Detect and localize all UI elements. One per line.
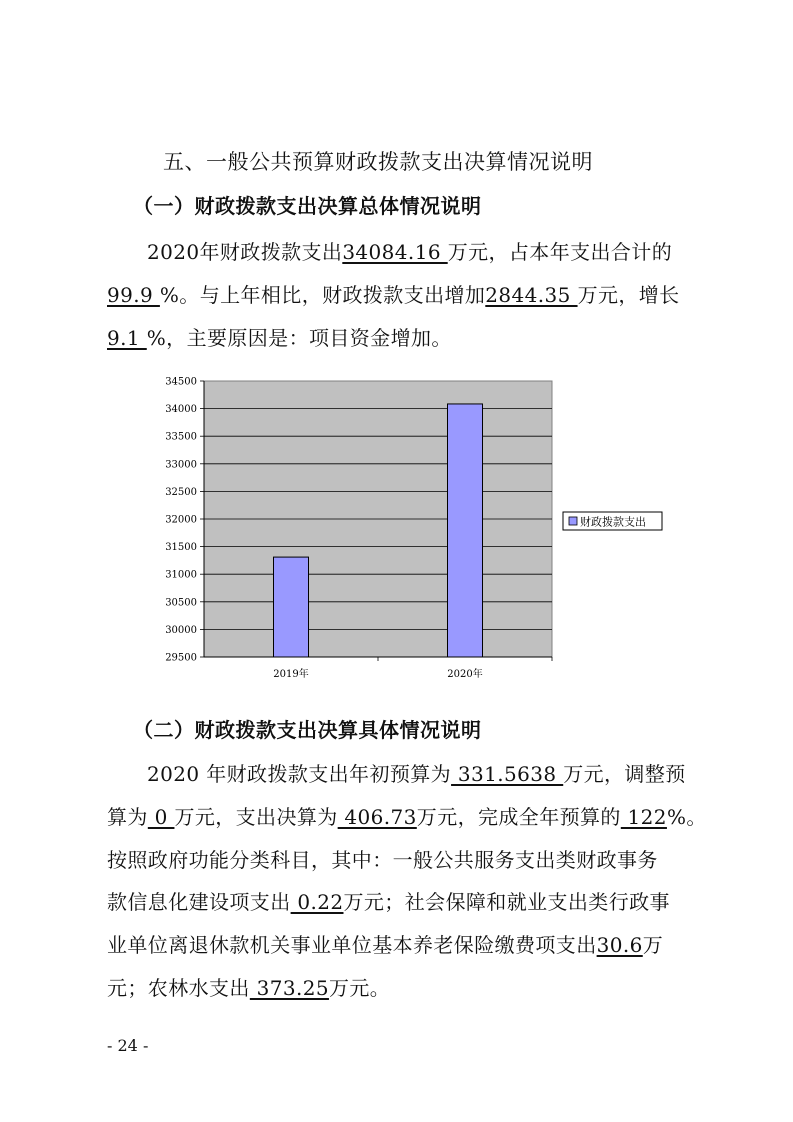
x-tick-label: 2019年 bbox=[273, 669, 309, 680]
bar-chart bbox=[160, 368, 665, 698]
value-pension: 30.6 bbox=[596, 933, 643, 957]
text: 万元，增长 bbox=[577, 283, 680, 307]
bar bbox=[448, 404, 483, 657]
y-tick-label: 32000 bbox=[165, 514, 197, 526]
page-number: - 24 - bbox=[107, 1036, 149, 1055]
para1-line3 bbox=[107, 322, 452, 351]
y-tick-label: 31000 bbox=[165, 569, 197, 581]
text: 算为 bbox=[107, 805, 148, 829]
legend-swatch bbox=[569, 517, 577, 525]
para1-line2 bbox=[107, 279, 680, 308]
value-agriculture: 373.25 bbox=[249, 976, 329, 1000]
value-increase: 2844.35 bbox=[485, 283, 578, 307]
text: 万元；社会保障和就业支出类行政事 bbox=[343, 890, 670, 914]
text: %。与上年相比，财政拨款支出增加 bbox=[159, 283, 486, 307]
text: 业单位离退休款机关事业单位基本养老保险缴费项支出 bbox=[107, 933, 597, 957]
text: 2020 年财政拨款支出年初预算为 bbox=[147, 762, 452, 786]
text: 万元，支出决算为 bbox=[174, 805, 338, 829]
para1-line1 bbox=[147, 236, 672, 265]
value-it-project: 0.22 bbox=[290, 890, 344, 914]
section-heading: 五、一般公共预算财政拨款支出决算情况说明 bbox=[163, 150, 593, 174]
para2-line2 bbox=[107, 801, 707, 830]
para2-line4 bbox=[107, 886, 670, 915]
value-initial-budget: 331.5638 bbox=[451, 762, 564, 786]
text: 万元。 bbox=[328, 976, 391, 1000]
y-tick-label: 34000 bbox=[165, 404, 197, 416]
text: 款信息化建设项支出 bbox=[107, 890, 291, 914]
text: 万元，完成全年预算的 bbox=[416, 805, 621, 829]
y-tick-label: 34500 bbox=[165, 376, 197, 388]
x-tick-label: 2020年 bbox=[447, 669, 483, 680]
para2-line5 bbox=[107, 929, 663, 958]
y-tick-label: 31500 bbox=[165, 542, 197, 554]
y-tick-label: 33000 bbox=[165, 459, 197, 471]
y-tick-label: 29500 bbox=[165, 652, 197, 664]
y-tick-label: 33500 bbox=[165, 431, 197, 443]
text: %，主要原因是：项目资金增加。 bbox=[146, 326, 452, 350]
para2-line3: 按照政府功能分类科目，其中：一般公共服务支出类财政事务 bbox=[107, 848, 658, 872]
value-final-expenditure: 406.73 bbox=[337, 805, 417, 829]
bar bbox=[274, 557, 309, 657]
text: 万元，调整预 bbox=[563, 762, 686, 786]
text: %。 bbox=[666, 805, 707, 829]
subsection-1-title: （一）财政拨款支出决算总体情况说明 bbox=[133, 194, 482, 218]
value-total-expenditure: 34084.16 bbox=[342, 240, 448, 264]
value-share: 99.9 bbox=[107, 283, 160, 307]
text: 万元，占本年支出合计的 bbox=[447, 240, 673, 264]
text: 万 bbox=[642, 933, 664, 957]
y-tick-label: 30000 bbox=[165, 624, 197, 636]
text: 元；农林水支出 bbox=[107, 976, 250, 1000]
para2-line1 bbox=[147, 758, 686, 787]
value-adjusted-budget: 0 bbox=[147, 805, 175, 829]
para2-line6 bbox=[107, 972, 390, 1001]
subsection-2-title: （二）财政拨款支出决算具体情况说明 bbox=[133, 718, 482, 742]
value-growth: 9.1 bbox=[107, 326, 147, 350]
value-completion: 122 bbox=[620, 805, 667, 829]
y-tick-label: 30500 bbox=[165, 597, 197, 609]
legend-label: 财政拨款支出 bbox=[580, 515, 646, 529]
text: 2020年财政拨款支出 bbox=[147, 240, 343, 264]
y-tick-label: 32500 bbox=[165, 486, 197, 498]
